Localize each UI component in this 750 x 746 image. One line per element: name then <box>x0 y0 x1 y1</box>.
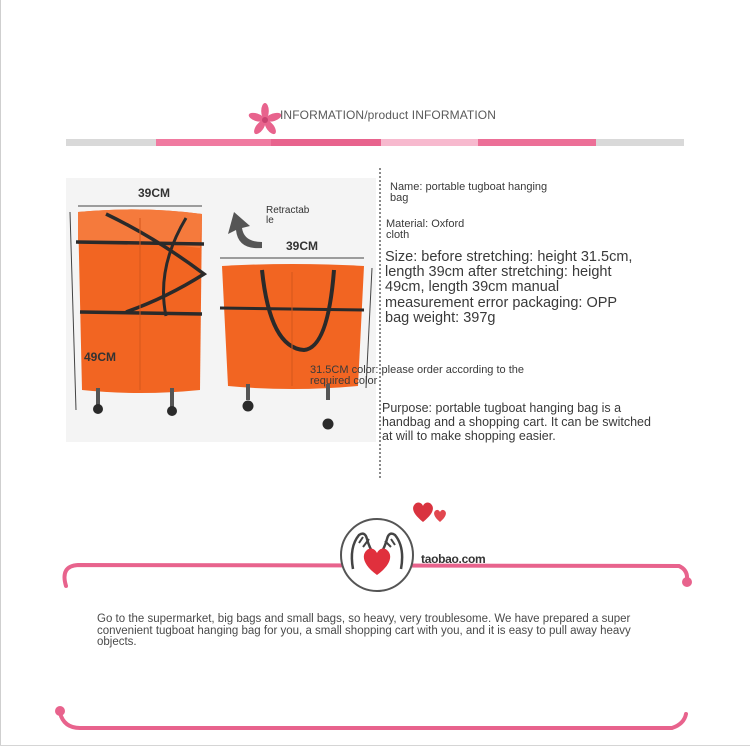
flower-icon <box>248 103 282 137</box>
taobao-heart-hands-logo <box>339 517 415 593</box>
retractable-label-line1: Retractab <box>266 205 310 216</box>
spec-color: 31.5CM color: please order according to the required color <box>310 364 525 387</box>
spec-size: Size: before stretching: height 31.5cm, length 39cm after stretching: height 49cm, length 39cm manual measurement error packaging: OPP bag weight: 397g <box>385 249 633 326</box>
width-label-left: 39CM <box>138 186 171 200</box>
dotted-divider <box>379 168 381 478</box>
section-title: INFORMATION/product INFORMATION <box>280 108 497 122</box>
description-paragraph: Go to the supermarket, big bags and small bags, so heavy, very troublesome. We have prepared a super convenient tugboat hanging bag for you, a small shopping cart with you, and it is easy to pull away heavy objects. <box>97 613 631 648</box>
hearts-icon <box>411 500 451 526</box>
retractable-label-line2: le <box>266 215 274 226</box>
width-label-right: 39CM <box>286 239 319 253</box>
header-color-bar <box>66 139 684 146</box>
pink-bracket-bottom <box>50 700 695 736</box>
product-photo <box>66 178 376 442</box>
height-label: 49CM <box>84 350 117 364</box>
stretched-bag-image <box>70 206 204 416</box>
spec-name: Name: portable tugboat hanging bag <box>390 181 548 204</box>
spec-purpose: Purpose: portable tugboat hanging bag is a handbag and a shopping cart. It can be switched at will to make shopping easier. <box>382 401 651 443</box>
spec-material: Material: Oxford cloth <box>386 218 465 241</box>
taobao-logo-text: taobao.com <box>421 552 486 566</box>
page-left-border <box>0 0 1 746</box>
